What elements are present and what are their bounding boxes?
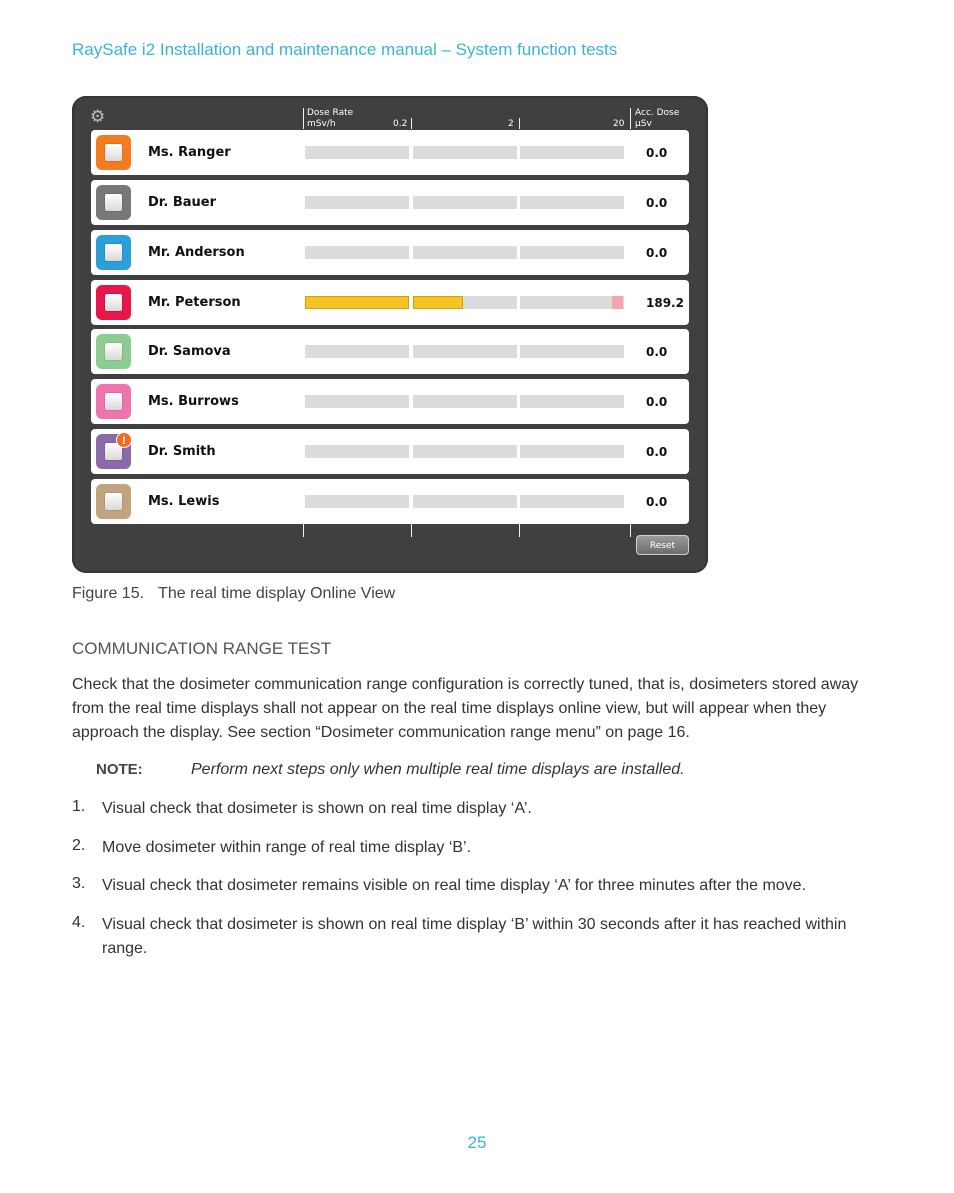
dose-rate-bar-segment (305, 345, 409, 358)
dosimeter-color-icon[interactable] (96, 334, 131, 369)
dose-rate-bar-segment (520, 196, 624, 209)
dose-rate-bar-segment (413, 246, 517, 259)
dosimeter-name: Mr. Anderson (148, 245, 245, 260)
dose-rate-bar-segment (413, 345, 517, 358)
checkbox-icon (105, 144, 122, 161)
scale-line (303, 108, 304, 129)
step-number: 1. (72, 798, 86, 815)
dosimeter-name: Ms. Burrows (148, 394, 239, 409)
step-number: 3. (72, 875, 86, 892)
dosimeter-color-icon[interactable] (96, 185, 131, 220)
scale-tick-label: 0.2 (393, 119, 408, 129)
step-text: Visual check that dosimeter is shown on real time display ‘A’. (102, 800, 532, 817)
scale-tick-label: 2 (508, 119, 514, 129)
dosimeter-row[interactable] (91, 479, 689, 524)
dose-rate-bar-segment (305, 246, 409, 259)
figure-label: Figure 15. (72, 585, 145, 602)
dose-rate-bar-segment (520, 345, 624, 358)
checkbox-icon (105, 343, 122, 360)
checkbox-icon (105, 294, 122, 311)
section-title: COMMUNICATION RANGE TEST (72, 639, 332, 658)
scale-line (630, 524, 631, 537)
dose-rate-unit: mSv/h (307, 119, 336, 129)
accumulated-dose-value: 189.2 (646, 296, 684, 310)
step-number: 2. (72, 837, 86, 854)
scale-tick (411, 118, 412, 129)
dose-rate-bar-segment (305, 395, 409, 408)
step-text: Move dosimeter within range of real time display ‘B’. (102, 839, 472, 856)
dosimeter-color-icon[interactable] (96, 434, 131, 469)
gear-icon[interactable]: ⚙ (90, 107, 106, 126)
figure-caption (72, 585, 395, 603)
page-number: 25 (467, 1133, 487, 1152)
dose-rate-bar-segment (305, 196, 409, 209)
dosimeter-row[interactable] (91, 130, 689, 175)
dosimeter-name: Ms. Lewis (148, 494, 220, 509)
dose-rate-bar-segment (413, 196, 517, 209)
scale-line (519, 524, 520, 537)
dosimeter-row[interactable] (91, 230, 689, 275)
note-label: NOTE: (96, 761, 143, 778)
acc-dose-unit: μSv (635, 119, 652, 129)
checkbox-icon (105, 244, 122, 261)
accumulated-dose-value: 0.0 (646, 146, 668, 160)
scale-tick (519, 118, 520, 129)
accumulated-dose-value: 0.0 (646, 395, 668, 409)
accumulated-dose-value: 0.0 (646, 495, 668, 509)
real-time-display (72, 96, 708, 573)
dosimeter-color-icon[interactable] (96, 285, 131, 320)
dosimeter-name: Dr. Bauer (148, 195, 216, 210)
reset-button[interactable]: Reset (636, 535, 689, 555)
figure-caption-text: The real time display Online View (158, 585, 396, 602)
dose-rate-bar-segment (413, 296, 517, 309)
dosimeter-color-icon[interactable] (96, 384, 131, 419)
dosimeter-name: Mr. Peterson (148, 295, 241, 310)
dose-rate-bar-segment (520, 246, 624, 259)
dose-rate-bar-segment (520, 146, 624, 159)
dosimeter-name: Dr. Smith (148, 444, 216, 459)
accumulated-dose-value: 0.0 (646, 345, 668, 359)
body-paragraph: Check that the dosimeter communication range configuration is correctly tuned, that is, dosimeters stored away from the real time displays shall not appear on the real time displays online view, but will appear when they approach the display. See section “Dosimeter communication range menu” on page 16. (72, 676, 859, 741)
dose-rate-bar-segment (413, 395, 517, 408)
checkbox-icon (105, 393, 122, 410)
dosimeter-color-icon[interactable] (96, 235, 131, 270)
dose-rate-bar-fill (305, 296, 409, 309)
dose-rate-bar-segment (520, 445, 624, 458)
dosimeter-color-icon[interactable] (96, 484, 131, 519)
step-text: Visual check that dosimeter remains visible on real time display ‘A’ for three minutes after the move. (102, 877, 807, 894)
dose-rate-bar-segment (520, 495, 624, 508)
dose-rate-bar-segment (413, 495, 517, 508)
dose-rate-bar-segment (520, 296, 624, 309)
dosimeter-row[interactable] (91, 180, 689, 225)
checkbox-icon (105, 493, 122, 510)
dose-rate-label: Dose Rate (307, 108, 354, 118)
dose-rate-bar-segment (305, 146, 409, 159)
alert-icon: ! (116, 432, 132, 448)
scale-line (630, 108, 631, 129)
dose-rate-bar-segment (305, 296, 409, 309)
accumulated-dose-value: 0.0 (646, 445, 668, 459)
step-number: 4. (72, 914, 86, 931)
dosimeter-name: Dr. Samova (148, 344, 231, 359)
peak-marker (612, 296, 623, 309)
scale-line (303, 524, 304, 537)
dosimeter-row[interactable] (91, 379, 689, 424)
dosimeter-color-icon[interactable] (96, 135, 131, 170)
dose-rate-bar-segment (305, 495, 409, 508)
dosimeter-name: Ms. Ranger (148, 145, 231, 160)
acc-dose-label: Acc. Dose (635, 108, 680, 118)
dosimeter-row[interactable] (91, 280, 689, 325)
note-text: Perform next steps only when multiple real time displays are installed. (191, 761, 685, 778)
dosimeter-row[interactable] (91, 429, 689, 474)
scale-tick-label: 20 (613, 119, 625, 129)
dose-rate-bar-segment (413, 445, 517, 458)
dosimeter-row[interactable] (91, 329, 689, 374)
dose-rate-bar-fill (413, 296, 463, 309)
page-header: RaySafe i2 Installation and maintenance manual – System function tests (72, 40, 618, 59)
step-text: Visual check that dosimeter is shown on real time display ‘B’ within 30 seconds after it has reached within range. (102, 916, 847, 957)
checkbox-icon (105, 194, 122, 211)
scale-line (411, 524, 412, 537)
accumulated-dose-value: 0.0 (646, 246, 668, 260)
dose-rate-bar-segment (305, 445, 409, 458)
accumulated-dose-value: 0.0 (646, 196, 668, 210)
dose-rate-bar-segment (520, 395, 624, 408)
dose-rate-bar-segment (413, 146, 517, 159)
